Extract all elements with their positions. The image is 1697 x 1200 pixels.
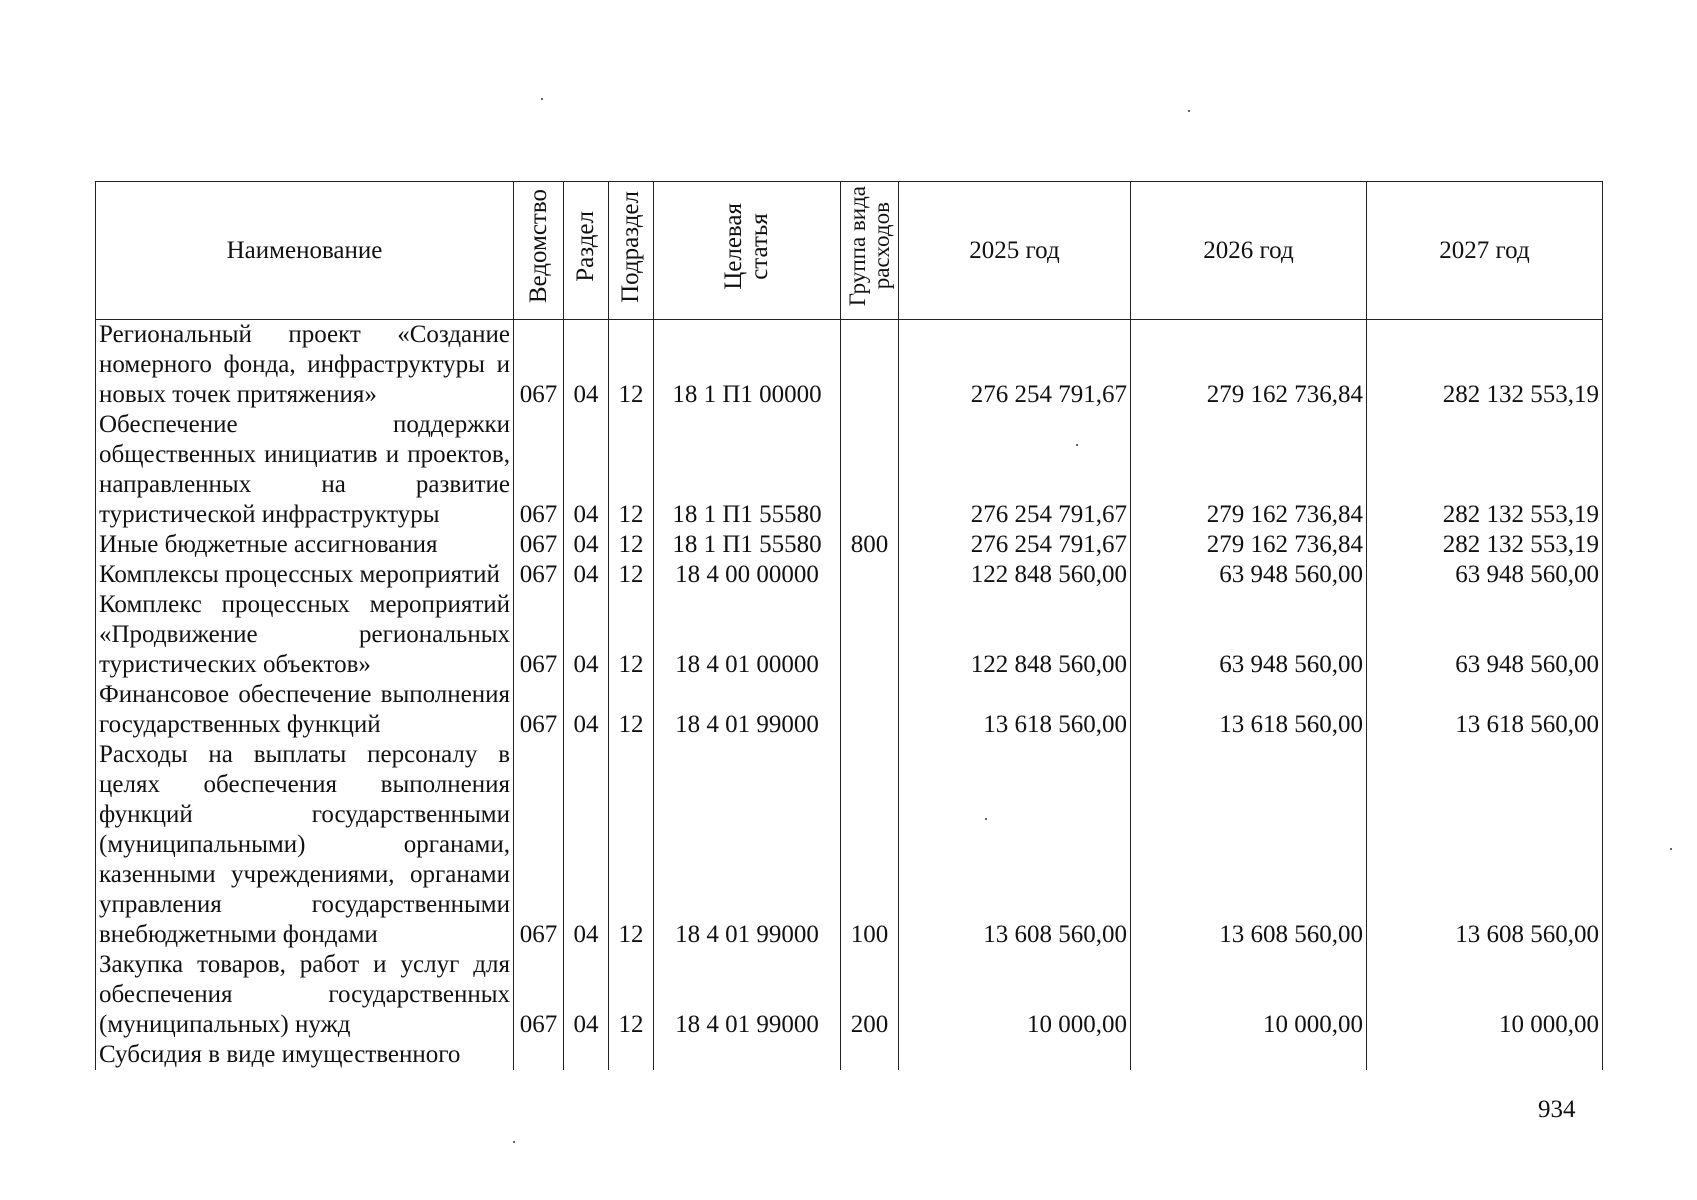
cell-name: Комплексы процессных мероприятий xyxy=(96,560,514,590)
cell-podrazdel: 12 xyxy=(609,590,654,680)
cell-2027: 63 948 560,00 xyxy=(1367,590,1603,680)
table-row xyxy=(96,1040,1603,1070)
cell-tselevaya-statya: 18 1 П1 55580 xyxy=(654,530,841,560)
cell-tselevaya-statya: 18 4 01 00000 xyxy=(654,590,841,680)
cell-vid-raskhodov xyxy=(841,1040,899,1070)
cell-2027: 13 608 560,00 xyxy=(1367,740,1603,950)
cell-vedomstvo: 067 xyxy=(514,590,564,680)
cell-2025: 122 848 560,00 xyxy=(899,590,1131,680)
cell-podrazdel: 12 xyxy=(609,320,654,411)
cell-vid-raskhodov xyxy=(841,590,899,680)
cell-razdel: 04 xyxy=(564,320,609,411)
scan-speck xyxy=(1076,444,1078,446)
header-2025: 2025 год xyxy=(899,182,1131,320)
cell-2025: 276 254 791,67 xyxy=(899,410,1131,530)
header-2026: 2026 год xyxy=(1131,182,1367,320)
cell-name: Обеспечение поддержки общественных инициатив и проектов, направленных на развитие туристической инфраструктуры xyxy=(96,410,514,530)
cell-vid-raskhodov xyxy=(841,680,899,740)
cell-2026: 13 618 560,00 xyxy=(1131,680,1367,740)
cell-podrazdel: 12 xyxy=(609,740,654,950)
cell-2026: 279 162 736,84 xyxy=(1131,320,1367,411)
header-name: Наименование xyxy=(96,182,514,320)
table-row xyxy=(96,740,1603,950)
header-razdel: Раздел xyxy=(564,182,609,320)
cell-2026: 279 162 736,84 xyxy=(1131,410,1367,530)
cell-vid-raskhodov xyxy=(841,410,899,530)
cell-tselevaya-statya: 18 4 01 99000 xyxy=(654,950,841,1040)
cell-vid-raskhodov xyxy=(841,320,899,411)
cell-2025: 276 254 791,67 xyxy=(899,320,1131,411)
cell-tselevaya-statya: 18 1 П1 55580 xyxy=(654,410,841,530)
cell-2026: 279 162 736,84 xyxy=(1131,530,1367,560)
cell-tselevaya-statya: 18 4 01 99000 xyxy=(654,740,841,950)
cell-tselevaya-statya: 18 1 П1 00000 xyxy=(654,320,841,411)
cell-2025: 276 254 791,67 xyxy=(899,530,1131,560)
table-header-row xyxy=(96,182,1603,320)
cell-razdel xyxy=(564,1040,609,1070)
cell-2026: 63 948 560,00 xyxy=(1131,560,1367,590)
cell-vedomstvo: 067 xyxy=(514,740,564,950)
cell-vedomstvo xyxy=(514,1040,564,1070)
cell-podrazdel: 12 xyxy=(609,410,654,530)
cell-2026: 63 948 560,00 xyxy=(1131,590,1367,680)
cell-2025 xyxy=(899,1040,1131,1070)
table-row xyxy=(96,530,1603,560)
scan-speck xyxy=(513,1141,515,1143)
cell-podrazdel: 12 xyxy=(609,560,654,590)
cell-name: Расходы на выплаты персоналу в целях обеспечения выполнения функций государственными (муниципальными) органами, казенными учреждениями, органами управления государственными внебюджетными фондами xyxy=(96,740,514,950)
header-vedomstvo: Ведомство xyxy=(514,182,564,320)
cell-2025: 122 848 560,00 xyxy=(899,560,1131,590)
table-row xyxy=(96,590,1603,680)
cell-tselevaya-statya: 18 4 00 00000 xyxy=(654,560,841,590)
header-2027: 2027 год xyxy=(1367,182,1603,320)
scan-speck xyxy=(1670,848,1672,850)
cell-vedomstvo: 067 xyxy=(514,950,564,1040)
cell-vedomstvo: 067 xyxy=(514,320,564,411)
table-row xyxy=(96,410,1603,530)
cell-vedomstvo: 067 xyxy=(514,680,564,740)
cell-vid-raskhodov: 200 xyxy=(841,950,899,1040)
cell-vedomstvo: 067 xyxy=(514,410,564,530)
cell-name: Финансовое обеспечение выполнения государственных функций xyxy=(96,680,514,740)
table-row xyxy=(96,950,1603,1040)
cell-tselevaya-statya xyxy=(654,1040,841,1070)
cell-podrazdel: 12 xyxy=(609,530,654,560)
cell-2025: 10 000,00 xyxy=(899,950,1131,1040)
page-number: 934 xyxy=(1538,1096,1576,1123)
cell-podrazdel xyxy=(609,1040,654,1070)
table-row xyxy=(96,680,1603,740)
cell-razdel: 04 xyxy=(564,590,609,680)
cell-2026: 10 000,00 xyxy=(1131,950,1367,1040)
cell-name: Закупка товаров, работ и услуг для обеспечения государственных (муниципальных) нужд xyxy=(96,950,514,1040)
cell-vedomstvo: 067 xyxy=(514,560,564,590)
table-row xyxy=(96,320,1603,411)
budget-table xyxy=(95,181,1603,1070)
cell-podrazdel: 12 xyxy=(609,950,654,1040)
cell-2026: 13 608 560,00 xyxy=(1131,740,1367,950)
table-row xyxy=(96,560,1603,590)
cell-razdel: 04 xyxy=(564,680,609,740)
cell-razdel: 04 xyxy=(564,740,609,950)
cell-2027: 13 618 560,00 xyxy=(1367,680,1603,740)
cell-name: Иные бюджетные ассигнования xyxy=(96,530,514,560)
cell-razdel: 04 xyxy=(564,530,609,560)
cell-2026 xyxy=(1131,1040,1367,1070)
header-gruppa-vida-raskhodov: Группа вида расходов xyxy=(841,182,899,320)
cell-2027 xyxy=(1367,1040,1603,1070)
scan-speck xyxy=(985,818,987,820)
cell-vid-raskhodov: 100 xyxy=(841,740,899,950)
cell-name: Комплекс процессных мероприятий «Продвижение региональных туристических объектов» xyxy=(96,590,514,680)
header-podrazdel: Подраздел xyxy=(609,182,654,320)
cell-2027: 282 132 553,19 xyxy=(1367,410,1603,530)
cell-vid-raskhodov: 800 xyxy=(841,530,899,560)
cell-2027: 282 132 553,19 xyxy=(1367,530,1603,560)
cell-2027: 10 000,00 xyxy=(1367,950,1603,1040)
scan-speck xyxy=(541,98,543,100)
cell-2027: 282 132 553,19 xyxy=(1367,320,1603,411)
cell-tselevaya-statya: 18 4 01 99000 xyxy=(654,680,841,740)
cell-razdel: 04 xyxy=(564,410,609,530)
scan-speck xyxy=(1188,110,1190,112)
cell-razdel: 04 xyxy=(564,560,609,590)
cell-razdel: 04 xyxy=(564,950,609,1040)
cell-2027: 63 948 560,00 xyxy=(1367,560,1603,590)
cell-vid-raskhodov xyxy=(841,560,899,590)
cell-podrazdel: 12 xyxy=(609,680,654,740)
cell-name: Субсидия в виде имущественного xyxy=(96,1040,514,1070)
cell-2025: 13 618 560,00 xyxy=(899,680,1131,740)
cell-name: Региональный проект «Создание номерного фонда, инфраструктуры и новых точек притяжения» xyxy=(96,320,514,411)
cell-2025: 13 608 560,00 xyxy=(899,740,1131,950)
header-tselevaya-statya: Целевая статья xyxy=(654,182,841,320)
cell-vedomstvo: 067 xyxy=(514,530,564,560)
